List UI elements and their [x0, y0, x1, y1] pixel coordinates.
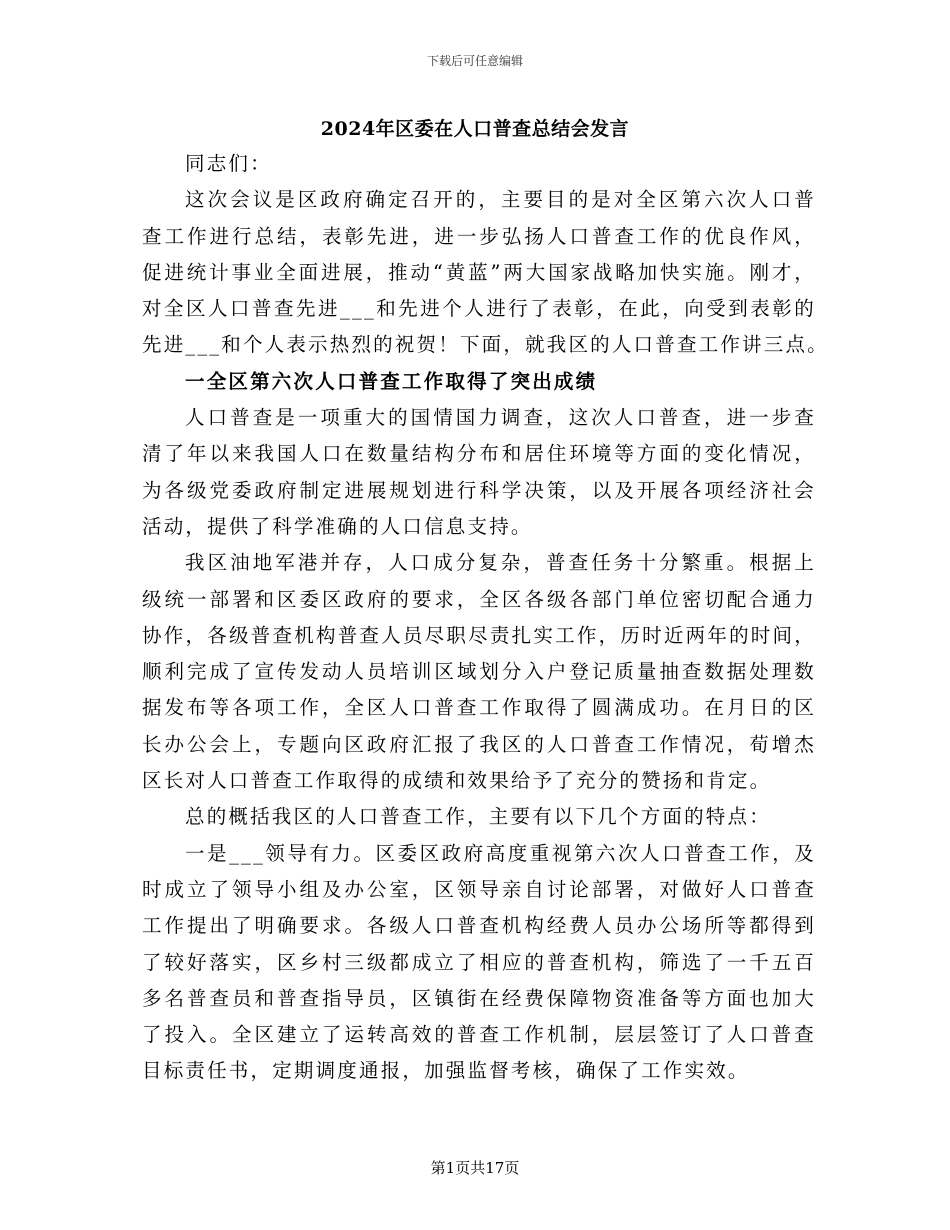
text-line: 对全区人口普查先进___和先进个人进行了表彰，在此，向受到表彰的 [142, 297, 816, 321]
text-line: 长办公会上，专题向区政府汇报了我区的人口普查工作情况，荀增杰 [142, 732, 816, 756]
text-line: 同志们： [185, 152, 272, 175]
text-line: 先进___和个人表示热烈的祝贺！下面，就我区的人口普查工作讲三点。 [142, 333, 829, 357]
section-heading: 一全区第六次人口普查工作取得了突出成绩 [185, 369, 598, 393]
text-line: 我区油地军港并存，人口成分复杂，普查任务十分繁重。根据上 [185, 551, 816, 575]
text-line: 级统一部署和区委区政府的要求，全区各级各部门单位密切配合通力 [142, 587, 816, 611]
text-line: 顺利完成了宣传发动人员培训区域划分入户登记质量抽查数据处理数 [142, 660, 816, 684]
text-line: 工作提出了明确要求。各级人口普查机构经费人员办公场所等都得到 [142, 914, 816, 938]
text-line: 协作，各级普查机构普查人员尽职尽责扎实工作，历时近两年的时间， [142, 623, 816, 647]
text-line: 人口普查是一项重大的国情国力调查，这次人口普查，进一步查 [185, 406, 816, 430]
text-line: 清了年以来我国人口在数量结构分布和居住环境等方面的变化情况， [142, 442, 816, 466]
text-line: 促进统计事业全面进展，推动“黄蓝”两大国家战略加快实施。刚才， [142, 260, 816, 284]
text-line: 目标责任书，定期调度通报，加强监督考核，确保了工作实效。 [142, 1059, 750, 1083]
document-title: 2024年区委在人口普查总结会发言 [320, 118, 630, 140]
text-line: 了投入。全区建立了运转高效的普查工作机制，层层签订了人口普查 [142, 1023, 816, 1047]
text-line: 区长对人口普查工作取得的成绩和效果给予了充分的赞扬和肯定。 [142, 769, 772, 793]
text-line: 活动，提供了科学准确的人口信息支持。 [142, 514, 533, 538]
text-line: 一是___领导有力。区委区政府高度重视第六次人口普查工作，及 [185, 841, 816, 865]
text-line: 总的概括我区的人口普查工作，主要有以下几个方面的特点： [185, 805, 771, 829]
text-line: 这次会议是区政府确定召开的，主要目的是对全区第六次人口普 [185, 188, 816, 212]
text-line: 为各级党委政府制定进展规划进行科学决策，以及开展各项经济社会 [142, 478, 816, 502]
page-number: 第1页共17页 [430, 1159, 520, 1177]
document-body [142, 146, 829, 1090]
download-note: 下载后可任意编辑 [426, 54, 523, 68]
text-line: 了较好落实，区乡村三级都成立了相应的普查机构，筛选了一千五百 [142, 950, 816, 974]
text-line: 查工作进行总结，表彰先进，进一步弘扬人口普查工作的优良作风， [142, 224, 816, 248]
text-line: 多名普查员和普查指导员，区镇街在经费保障物资准备等方面也加大 [142, 986, 816, 1010]
text-line: 据发布等各项工作，全区人口普查工作取得了圆满成功。在月日的区 [142, 696, 816, 720]
text-line: 时成立了领导小组及办公室，区领导亲自讨论部署，对做好人口普查 [142, 877, 816, 901]
